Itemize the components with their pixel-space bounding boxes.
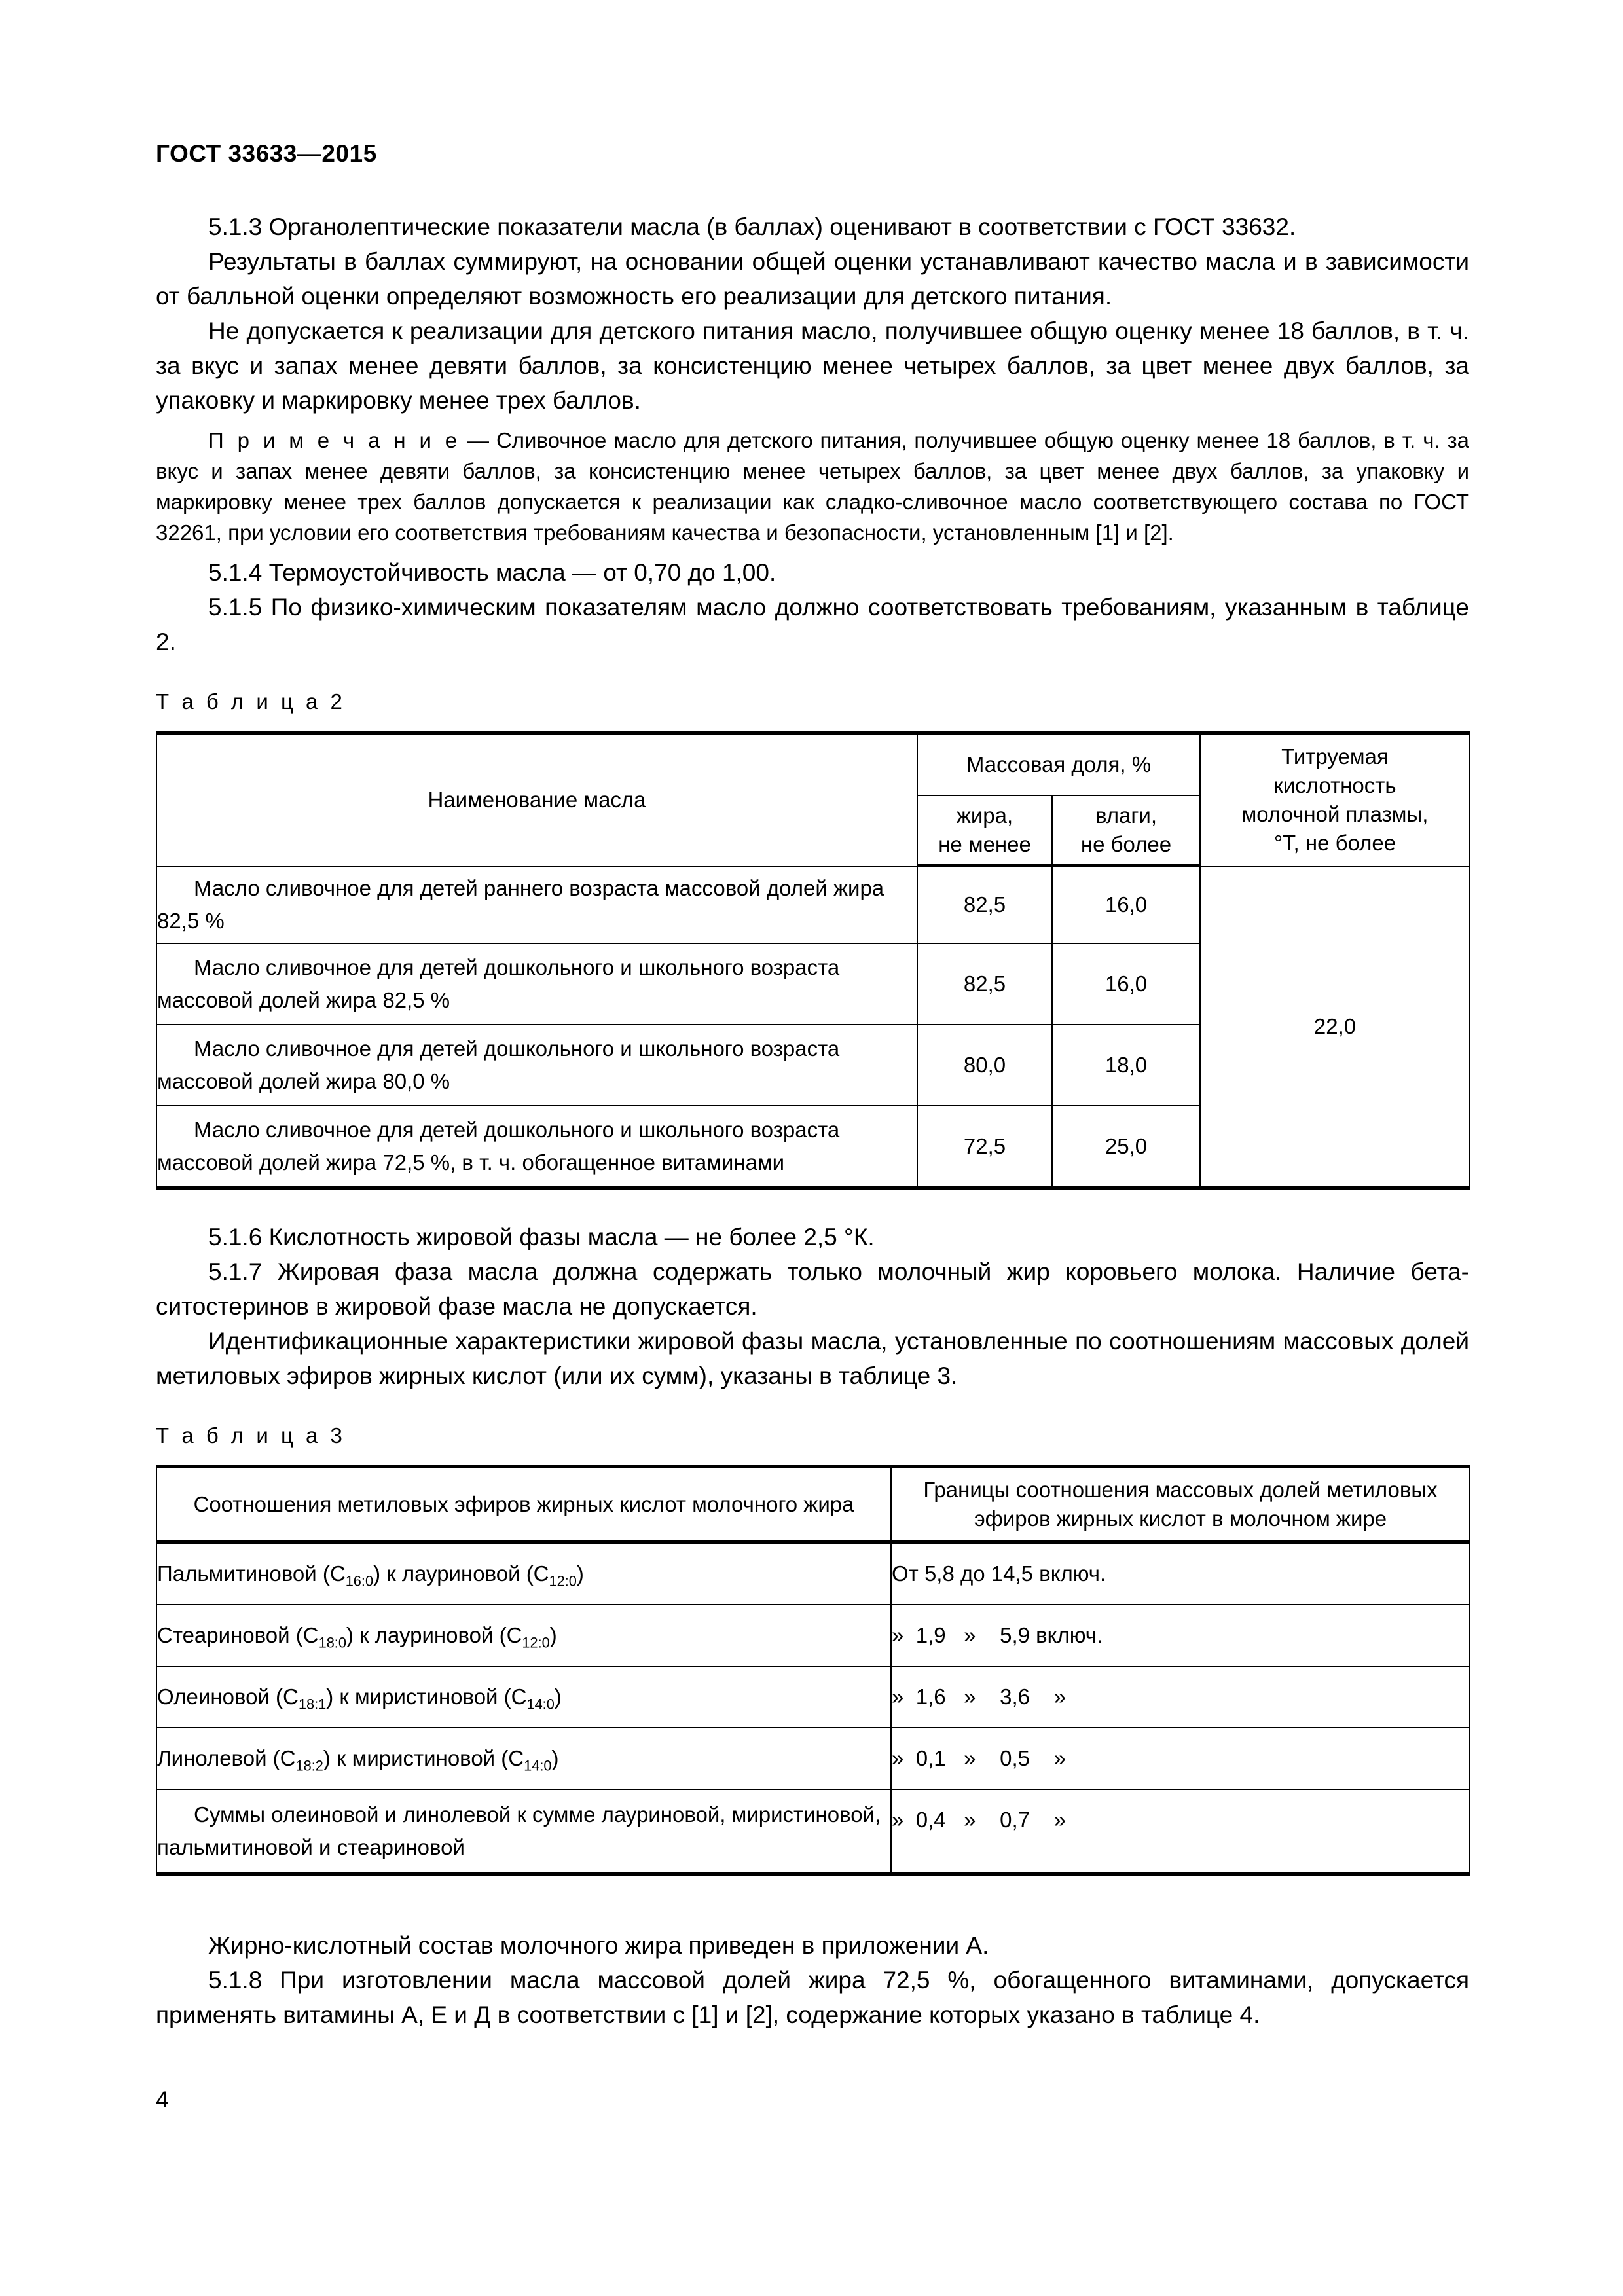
- table3-header-row: [156, 1467, 1470, 1542]
- table3-th-limits: [891, 1467, 1470, 1542]
- table2-th-fat-line1: жира,: [956, 803, 1013, 828]
- paragraph-5-1-3: 5.1.3 Органолептические показатели масла (в баллах) оценивают в соответствии с ГОСТ 33632.: [208, 213, 1296, 240]
- table3-cell-ratio: Линолевой $(С_{18:2})$ к миристиновой $(С_{14:0})$: [156, 1728, 891, 1789]
- table2-cell-moisture: 16,0: [1052, 943, 1200, 1025]
- table-row: [156, 1542, 1470, 1605]
- table3-cell-ratio: Стеариновой $(С_{18:0})$ к лауриновой $(С_{12:0})$: [156, 1605, 891, 1666]
- table2-cell-name: Масло сливочное для детей дошкольного и школьного возраста массовой долей жира 72,5 %, в т. ч. обогащенное витаминами: [156, 1106, 917, 1188]
- table2-th-fat: [917, 795, 1052, 866]
- note-text: Сливочное масло для детского питания, получившее общую оценку менее 18 баллов, в т. ч. за вкус и запах менее девяти баллов, за консистенцию менее четырех баллов, за цвет менее двух баллов, за упаковку и маркировку менее трех баллов допускается к реализации как сладко-сливочное масло соответствующего состава по ГОСТ 32261, при условии его соответствия требованиям качества и безопасности, установленным [1] и [2].: [156, 428, 1469, 545]
- table3-cell-limit: » 1,6 » 3,6 »: [891, 1666, 1470, 1728]
- table2-th-moisture-line1: влаги,: [1095, 803, 1158, 828]
- table2-th-acidity-line1: Титруемая: [1281, 744, 1389, 769]
- table3-th-ratios: Соотношения метиловых эфиров жирных кислот молочного жира: [156, 1467, 891, 1542]
- table-2: [156, 731, 1470, 1190]
- table-row: [156, 1605, 1470, 1666]
- table2-th-acidity-line2: кислотность: [1273, 773, 1396, 797]
- table2-cell-name: Масло сливочное для детей дошкольного и школьного возраста массовой долей жира 82,5 %: [156, 943, 917, 1025]
- table-row: [156, 1666, 1470, 1728]
- table3-cell-limit: » 0,4 » 0,7 »: [891, 1789, 1470, 1874]
- note-dash: —: [460, 428, 496, 452]
- page-number: 4: [156, 2087, 169, 2113]
- table2-cell-name: Масло сливочное для детей раннего возраста массовой долей жира 82,5 %: [156, 866, 917, 943]
- note-block: [156, 425, 1469, 548]
- paragraph-5-1-6: 5.1.6 Кислотность жировой фазы масла — не более 2,5 °К.: [208, 1223, 875, 1250]
- table2-th-moisture: [1052, 795, 1200, 866]
- paragraph-results: Результаты в баллах суммируют, на основании общей оценки устанавливают качество масла и в зависимости от балльной оценки определяют возможность его реализации для детского питания.: [156, 248, 1469, 310]
- table2-th-fat-line2: не менее: [938, 832, 1031, 856]
- table2-cell-moisture: 25,0: [1052, 1106, 1200, 1188]
- table2-th-acidity-line4: °Т, не более: [1273, 830, 1396, 855]
- table2-cell-moisture: 18,0: [1052, 1025, 1200, 1106]
- table2-th-mass-fraction: Массовая доля, %: [917, 733, 1200, 796]
- paragraph-5-1-8: 5.1.8 При изготовлении масла массовой долей жира 72,5 %, обогащенного витаминами, допускается применять витамины А, Е и Д в соответствии с [1] и [2], содержание которых указано в таблице 4.: [156, 1966, 1469, 2028]
- table-row: [156, 1789, 1470, 1874]
- table3-th-limits-line2: эфиров жирных кислот в молочном жире: [974, 1506, 1387, 1531]
- table3-cell-ratio: Суммы олеиновой и линолевой к сумме лауриновой, миристиновой, пальмитиновой и стеариновой: [156, 1789, 891, 1874]
- table2-cell-fat: 82,5: [917, 943, 1052, 1025]
- paragraph-fatty-acid: Жирно-кислотный состав молочного жира приведен в приложении А.: [208, 1931, 989, 1959]
- table3-caption: Т а б л и ц а 3: [156, 1423, 346, 1448]
- table2-header-row-1: [156, 733, 1470, 796]
- table-3: [156, 1465, 1470, 1876]
- note-label: П р и м е ч а н и е: [208, 428, 461, 452]
- table2-th-acidity: [1200, 733, 1470, 866]
- table2-cell-fat: 72,5: [917, 1106, 1052, 1188]
- paragraph-5-1-4: 5.1.4 Термоустойчивость масла — от 0,70 до 1,00.: [208, 559, 776, 586]
- table2-th-moisture-line2: не более: [1080, 832, 1172, 856]
- table2-th-name: Наименование масла: [156, 733, 917, 866]
- table2-cell-name: Масло сливочное для детей дошкольного и школьного возраста массовой долей жира 80,0 %: [156, 1025, 917, 1106]
- table2-caption: Т а б л и ц а 2: [156, 689, 346, 714]
- table3-cell-limit: » 0,1 » 0,5 »: [891, 1728, 1470, 1789]
- table3-cell-ratio: Олеиновой $(С_{18:1})$ к миристиновой $(С_{14:0})$: [156, 1666, 891, 1728]
- table3-cell-limit: » 1,9 » 5,9 включ.: [891, 1605, 1470, 1666]
- paragraph-5-1-7: 5.1.7 Жировая фаза масла должна содержать только молочный жир коровьего молока. Наличие бета-ситостеринов в жировой фазе масла не допускается.: [156, 1258, 1469, 1320]
- table3-cell-limit: От 5,8 до 14,5 включ.: [891, 1542, 1470, 1605]
- table2-cell-moisture: 16,0: [1052, 866, 1200, 943]
- table3-cell-ratio: Пальмитиновой $(С_{16:0})$ к лауриновой $(С_{12:0})$: [156, 1542, 891, 1605]
- paragraph-not-allowed: Не допускается к реализации для детского питания масло, получившее общую оценку менее 18 баллов, в т. ч. за вкус и запах менее девяти баллов, за консистенцию менее четырех баллов, за цвет менее двух баллов, за упаковку и маркировку менее трех баллов.: [156, 318, 1469, 414]
- paragraph-identification: Идентификационные характеристики жировой фазы масла, установленные по соотношениям массовых долей метиловых эфиров жирных кислот (или их сумм), указаны в таблице 3.: [156, 1327, 1469, 1389]
- table-row: [156, 1728, 1470, 1789]
- table2-th-acidity-line3: молочной плазмы,: [1241, 801, 1429, 826]
- paragraph-5-1-5: 5.1.5 По физико-химическим показателям масло должно соответствовать требованиям, указанным в таблице 2.: [156, 594, 1469, 655]
- running-head: ГОСТ 33633—2015: [156, 140, 377, 167]
- table-row: [156, 866, 1470, 943]
- table3-th-limits-line1: Границы соотношения массовых долей метиловых: [923, 1477, 1438, 1502]
- table2-cell-acidity: 22,0: [1200, 866, 1470, 1188]
- table2-cell-fat: 80,0: [917, 1025, 1052, 1106]
- table2-cell-fat: 82,5: [917, 866, 1052, 943]
- text-column: [156, 210, 1469, 2032]
